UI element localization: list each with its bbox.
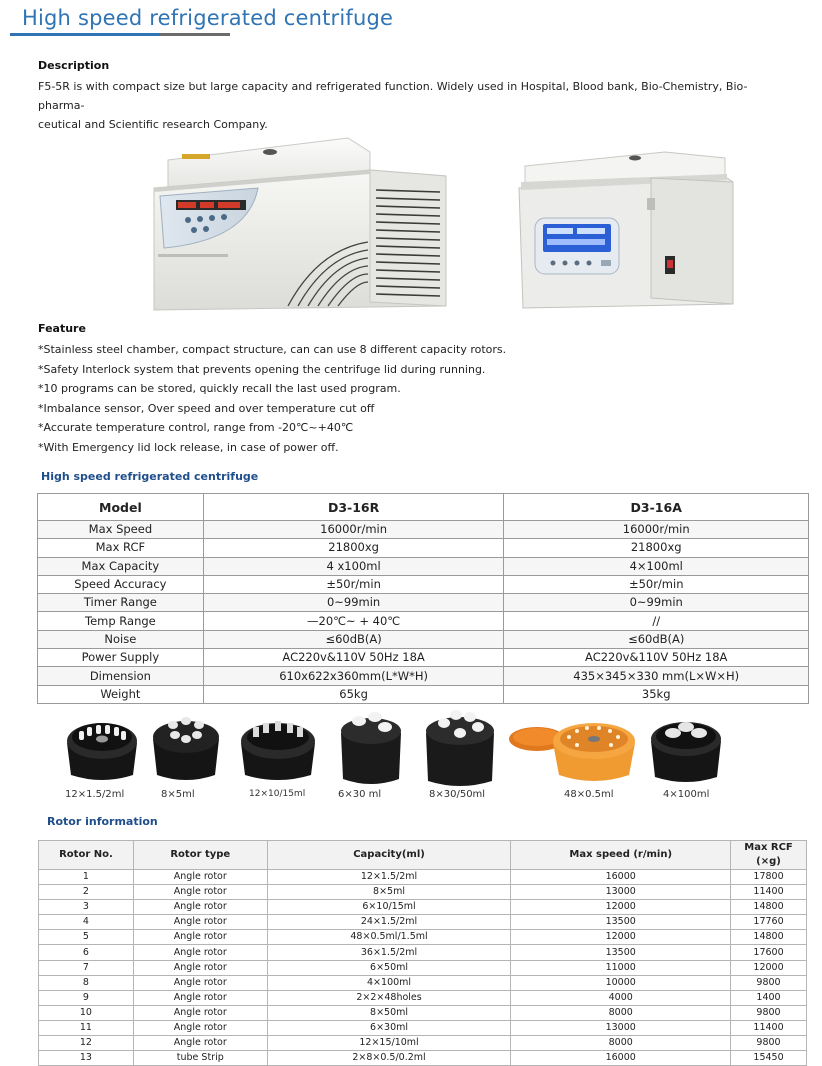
rotor-cell: 9800 — [731, 1036, 807, 1051]
feature-item: *Safety Interlock system that prevents opening the centrifuge lid during running. — [38, 362, 486, 376]
rotor-cell: 12000 — [511, 900, 731, 915]
rotor-row — [39, 1036, 807, 1051]
spec-cell: 610x622x360mm(L*W*H) — [203, 667, 504, 685]
spec-row — [38, 667, 809, 685]
rotor-caption: 8×5ml — [161, 789, 195, 800]
spec-header-cell: D3-16A — [504, 494, 809, 521]
rotor-8x30-50ml-photo — [420, 703, 500, 789]
rotor-header-cell: Max speed (r/min) — [511, 841, 731, 870]
rotor-cell: 4000 — [511, 990, 731, 1005]
feature-item: *Accurate temperature control, range from -20℃~+40℃ — [38, 421, 354, 434]
spec-row — [38, 521, 809, 539]
rotor-cell: 12×15/10ml — [267, 1036, 511, 1051]
spec-cell: Max Speed — [38, 521, 204, 539]
rotor-cell: 16000 — [511, 870, 731, 885]
rotor-cell: 1 — [39, 870, 134, 885]
spec-cell: Noise — [38, 630, 204, 648]
rotor-cell: 8 — [39, 975, 134, 990]
description-heading: Description — [38, 59, 110, 72]
rotor-cell: Angle rotor — [133, 915, 267, 930]
spec-cell: AC220v&110V 50Hz 18A — [504, 649, 809, 667]
spec-row — [38, 594, 809, 612]
feature-heading: Feature — [38, 322, 86, 335]
rotor-cell: 4×100ml — [267, 975, 511, 990]
rotor-cell: 13 — [39, 1051, 134, 1066]
rotor-cell: 9 — [39, 990, 134, 1005]
rotor-cell: Angle rotor — [133, 945, 267, 960]
rotor-cell: 6×50ml — [267, 960, 511, 975]
rotor-cell: 2×8×0.5/0.2ml — [267, 1051, 511, 1066]
rotor-cell: Angle rotor — [133, 975, 267, 990]
rotor-cell: 2 — [39, 885, 134, 900]
spec-cell: Power Supply — [38, 649, 204, 667]
feature-item: *Stainless steel chamber, compact structure, can can use 8 different capacity rotors. — [38, 343, 507, 356]
rotor-12x10-photo — [235, 703, 321, 785]
spec-cell: Timer Range — [38, 594, 204, 612]
spec-cell: 4 x100ml — [203, 557, 504, 575]
rotor-cell: Angle rotor — [133, 900, 267, 915]
description-line: F5-5R is with compact size but large capacity and refrigerated function. Widely used in Hospital, Blood bank, Bio-Chemistry, Bio-pharma- — [38, 80, 748, 112]
rotor-cell: 24×1.5/2ml — [267, 915, 511, 930]
rotor-cell: 17800 — [731, 870, 807, 885]
rotor-cell: 6×10/15ml — [267, 900, 511, 915]
feature-list — [38, 340, 506, 457]
rotor-cell: 9800 — [731, 975, 807, 990]
rotor-table — [38, 840, 807, 1066]
rotor-cell: 15450 — [731, 1051, 807, 1066]
rotor-cell: 14800 — [731, 900, 807, 915]
rotor-48x0.5ml-photo — [507, 703, 645, 787]
spec-cell: 4×100ml — [504, 557, 809, 575]
feature-item: *Imbalance sensor, Over speed and over temperature cut off — [38, 401, 375, 415]
spec-cell: 35kg — [504, 685, 809, 703]
spec-cell: Temp Range — [38, 612, 204, 630]
rotor-8x5ml-photo — [145, 703, 227, 785]
rotor-cell: 12000 — [731, 960, 807, 975]
rotor-cell: 12 — [39, 1036, 134, 1051]
spec-cell: 21800xg — [504, 539, 809, 557]
rotor-cell: Angle rotor — [133, 1036, 267, 1051]
rotor-cell: 13000 — [511, 1020, 731, 1035]
spec-cell: 16000r/min — [203, 521, 504, 539]
description-line: ceutical and Scientific research Company. — [38, 118, 268, 131]
rotor-cell: Angle rotor — [133, 885, 267, 900]
rotor-cell: 2×2×48holes — [267, 990, 511, 1005]
rotor-caption: 12×10/15ml — [249, 789, 306, 799]
spec-cell: ≤60dB(A) — [203, 630, 504, 648]
centrifuge-d3-16a-photo — [515, 148, 737, 310]
spec-table — [37, 493, 809, 704]
rotor-cell: 8×50ml — [267, 1005, 511, 1020]
rotor-cell: 17600 — [731, 945, 807, 960]
rotor-caption: 48×0.5ml — [564, 789, 614, 800]
spec-cell: 16000r/min — [504, 521, 809, 539]
rotor-row — [39, 915, 807, 930]
rotor-cell: 5 — [39, 930, 134, 945]
rotor-row — [39, 900, 807, 915]
spec-cell: 21800xg — [203, 539, 504, 557]
rotor-cell: 11400 — [731, 885, 807, 900]
rotor-caption: 6×30 ml — [338, 789, 382, 800]
rotor-photo-strip — [45, 703, 805, 811]
spec-row — [38, 649, 809, 667]
description-text — [38, 77, 788, 134]
rotor-cell: 12×1.5/2ml — [267, 870, 511, 885]
rotor-header-cell: Rotor type — [133, 841, 267, 870]
rotor-cell: 10000 — [511, 975, 731, 990]
feature-item: *10 programs can be stored, quickly recall the last used program. — [38, 382, 401, 395]
rotor-cell: Angle rotor — [133, 870, 267, 885]
spec-cell: ±50r/min — [203, 575, 504, 593]
rotor-cell: 7 — [39, 960, 134, 975]
spec-row — [38, 630, 809, 648]
spec-header-cell: Model — [38, 494, 204, 521]
centrifuge-d3-16r-photo — [148, 130, 448, 312]
rotor-cell: 4 — [39, 915, 134, 930]
spec-cell: —20℃~ + 40℃ — [203, 612, 504, 630]
rotor-cell: tube Strip — [133, 1051, 267, 1066]
rotor-cell: 13000 — [511, 885, 731, 900]
spec-row — [38, 612, 809, 630]
rotor-cell: Angle rotor — [133, 990, 267, 1005]
spec-heading: High speed refrigerated centrifuge — [41, 470, 259, 483]
rotor-row — [39, 990, 807, 1005]
spec-cell: Weight — [38, 685, 204, 703]
spec-header-row — [38, 494, 809, 521]
spec-cell: Speed Accuracy — [38, 575, 204, 593]
rotor-cell: 13500 — [511, 915, 731, 930]
rotor-row — [39, 930, 807, 945]
spec-cell: ±50r/min — [504, 575, 809, 593]
rotor-row — [39, 1020, 807, 1035]
rotor-cell: 10 — [39, 1005, 134, 1020]
rotor-row — [39, 960, 807, 975]
rotor-info-heading: Rotor information — [47, 815, 158, 828]
rotor-caption: 12×1.5/2ml — [65, 789, 125, 800]
rotor-12x1.5-photo — [61, 703, 143, 785]
feature-item: *With Emergency lid lock release, in case of power off. — [38, 440, 339, 454]
spec-cell: 435×345×330 mm(L×W×H) — [504, 667, 809, 685]
rotor-cell: 11400 — [731, 1020, 807, 1035]
page-title: High speed refrigerated centrifuge — [22, 6, 394, 30]
rotor-cell: 16000 — [511, 1051, 731, 1066]
rotor-row — [39, 1051, 807, 1066]
rotor-row — [39, 870, 807, 885]
rotor-cell: Angle rotor — [133, 1020, 267, 1035]
rotor-caption: 8×30/50ml — [429, 789, 486, 800]
spec-cell: ≤60dB(A) — [504, 630, 809, 648]
rotor-cell: 13500 — [511, 945, 731, 960]
rotor-cell: 1400 — [731, 990, 807, 1005]
rotor-cell: 36×1.5/2ml — [267, 945, 511, 960]
spec-cell: Max Capacity — [38, 557, 204, 575]
spec-row — [38, 685, 809, 703]
rotor-cell: Angle rotor — [133, 1005, 267, 1020]
rotor-cell: 6 — [39, 945, 134, 960]
rotor-header-cell: Rotor No. — [39, 841, 134, 870]
rotor-cell: 8×5ml — [267, 885, 511, 900]
spec-cell: 65kg — [203, 685, 504, 703]
rotor-cell: 11000 — [511, 960, 731, 975]
rotor-header-row — [39, 841, 807, 870]
rotor-cell: 14800 — [731, 930, 807, 945]
spec-row — [38, 557, 809, 575]
rotor-cell: 6×30ml — [267, 1020, 511, 1035]
rotor-cell: 17760 — [731, 915, 807, 930]
rotor-header-cell: Max RCF (×g) — [731, 841, 807, 870]
rotor-cell: Angle rotor — [133, 960, 267, 975]
spec-cell: 0~99min — [203, 594, 504, 612]
spec-cell: Dimension — [38, 667, 204, 685]
rotor-cell: 12000 — [511, 930, 731, 945]
rotor-row — [39, 945, 807, 960]
rotor-cell: Angle rotor — [133, 930, 267, 945]
rotor-caption: 4×100ml — [663, 789, 710, 800]
rotor-row — [39, 1005, 807, 1020]
rotor-4x100ml-photo — [645, 703, 727, 787]
spec-cell: 0~99min — [504, 594, 809, 612]
rotor-6x30ml-photo — [335, 703, 407, 789]
rotor-header-cell: Capacity(ml) — [267, 841, 511, 870]
spec-header-cell: D3-16R — [203, 494, 504, 521]
rotor-cell: 48×0.5ml/1.5ml — [267, 930, 511, 945]
spec-row — [38, 575, 809, 593]
rotor-cell: 8000 — [511, 1005, 731, 1020]
rotor-cell: 11 — [39, 1020, 134, 1035]
spec-cell: AC220v&110V 50Hz 18A — [203, 649, 504, 667]
spec-cell: // — [504, 612, 809, 630]
rotor-cell: 8000 — [511, 1036, 731, 1051]
spec-cell: Max RCF — [38, 539, 204, 557]
rotor-row — [39, 885, 807, 900]
rotor-cell: 3 — [39, 900, 134, 915]
spec-row — [38, 539, 809, 557]
rotor-row — [39, 975, 807, 990]
rotor-cell: 9800 — [731, 1005, 807, 1020]
